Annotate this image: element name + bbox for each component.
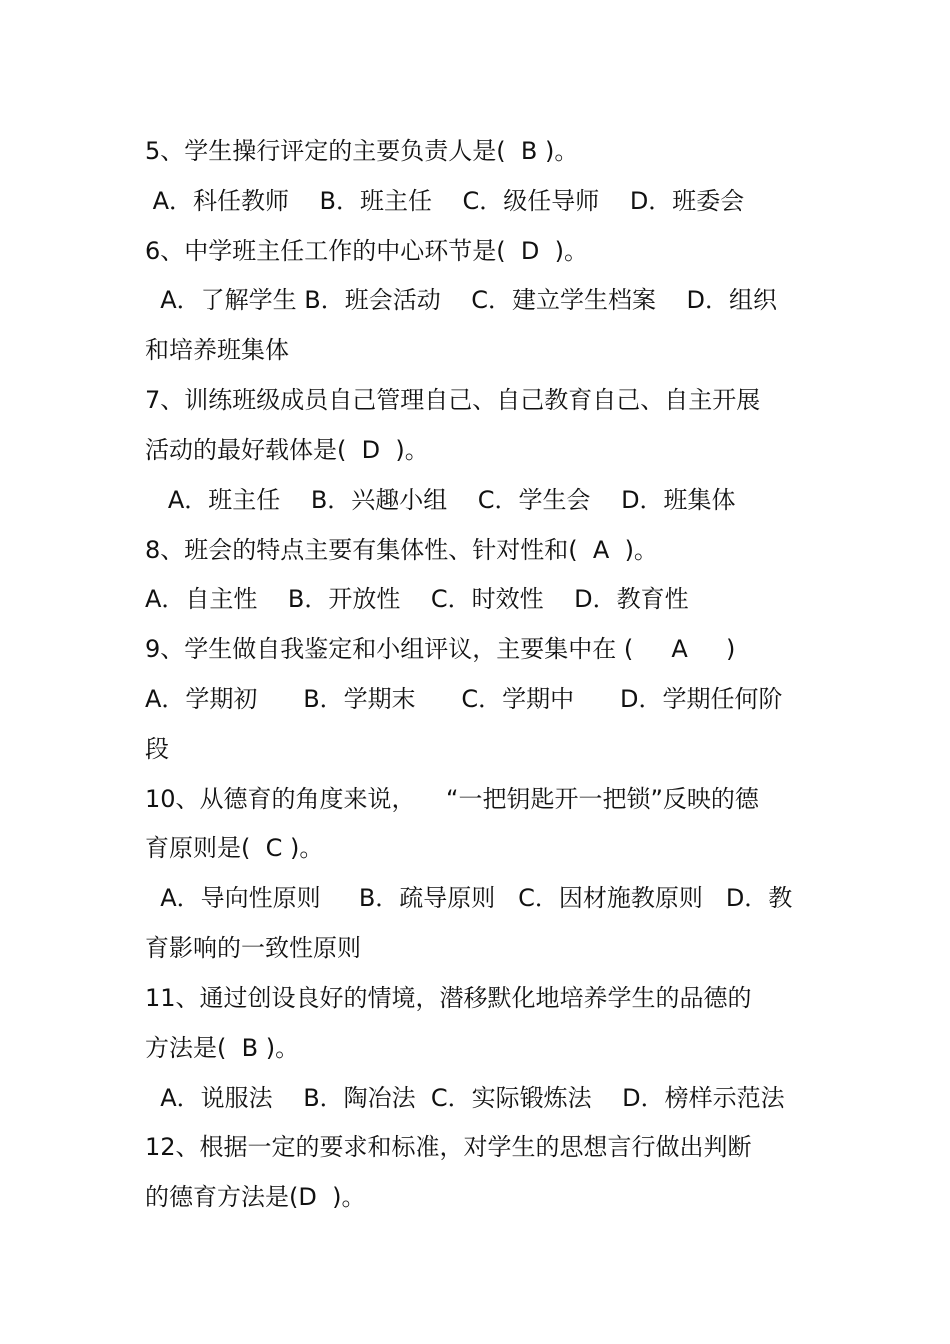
question-8-text: 8、班会的特点主要有集体性、针对性和( A )。 bbox=[145, 536, 658, 564]
question-7-options: A．班主任 B．兴趣小组 C．学生会 D．班集体 bbox=[145, 486, 736, 514]
question-10-options-continued: 育影响的一致性原则 bbox=[145, 934, 361, 962]
question-10-text-continued: 育原则是( C )。 bbox=[145, 834, 324, 862]
question-6-options-continued: 和培养班集体 bbox=[145, 336, 289, 364]
question-11-options: A．说服法 B．陶冶法 C．实际锻炼法 D．榜样示范法 bbox=[145, 1084, 785, 1112]
question-9-text: 9、学生做自我鉴定和小组评议，主要集中在 ( A ) bbox=[145, 635, 736, 663]
question-12-text: 12、根据一定的要求和标准，对学生的思想言行做出判断 bbox=[145, 1133, 752, 1161]
question-7-text-continued: 活动的最好载体是( D )。 bbox=[145, 436, 429, 464]
question-10-options: A．导向性原则 B．疏导原则 C．因材施教原则 D．教 bbox=[145, 884, 793, 912]
question-6-options: A．了解学生 B．班会活动 C．建立学生档案 D．组织 bbox=[145, 286, 778, 314]
question-11-text: 11、通过创设良好的情境，潜移默化地培养学生的品德的 bbox=[145, 984, 752, 1012]
question-12-text-continued: 的德育方法是(D )。 bbox=[145, 1183, 366, 1211]
question-5-text: 5、学生操行评定的主要负责人是( B )。 bbox=[145, 137, 579, 165]
question-6-text: 6、中学班主任工作的中心环节是( D )。 bbox=[145, 237, 588, 265]
question-7-text: 7、训练班级成员自己管理自己、自己教育自己、自主开展 bbox=[145, 386, 761, 414]
question-5-options: A．科任教师 B．班主任 C．级任导师 D．班委会 bbox=[145, 187, 745, 215]
question-8-options: A．自主性 B．开放性 C．时效性 D．教育性 bbox=[145, 585, 689, 613]
question-10-text: 10、从德育的角度来说， “一把钥匙开一把锁”反映的德 bbox=[145, 785, 759, 813]
question-9-options: A．学期初 B．学期末 C．学期中 D．学期任何阶 bbox=[145, 685, 783, 713]
question-9-options-continued: 段 bbox=[145, 735, 169, 763]
question-11-text-continued: 方法是( B )。 bbox=[145, 1034, 300, 1062]
